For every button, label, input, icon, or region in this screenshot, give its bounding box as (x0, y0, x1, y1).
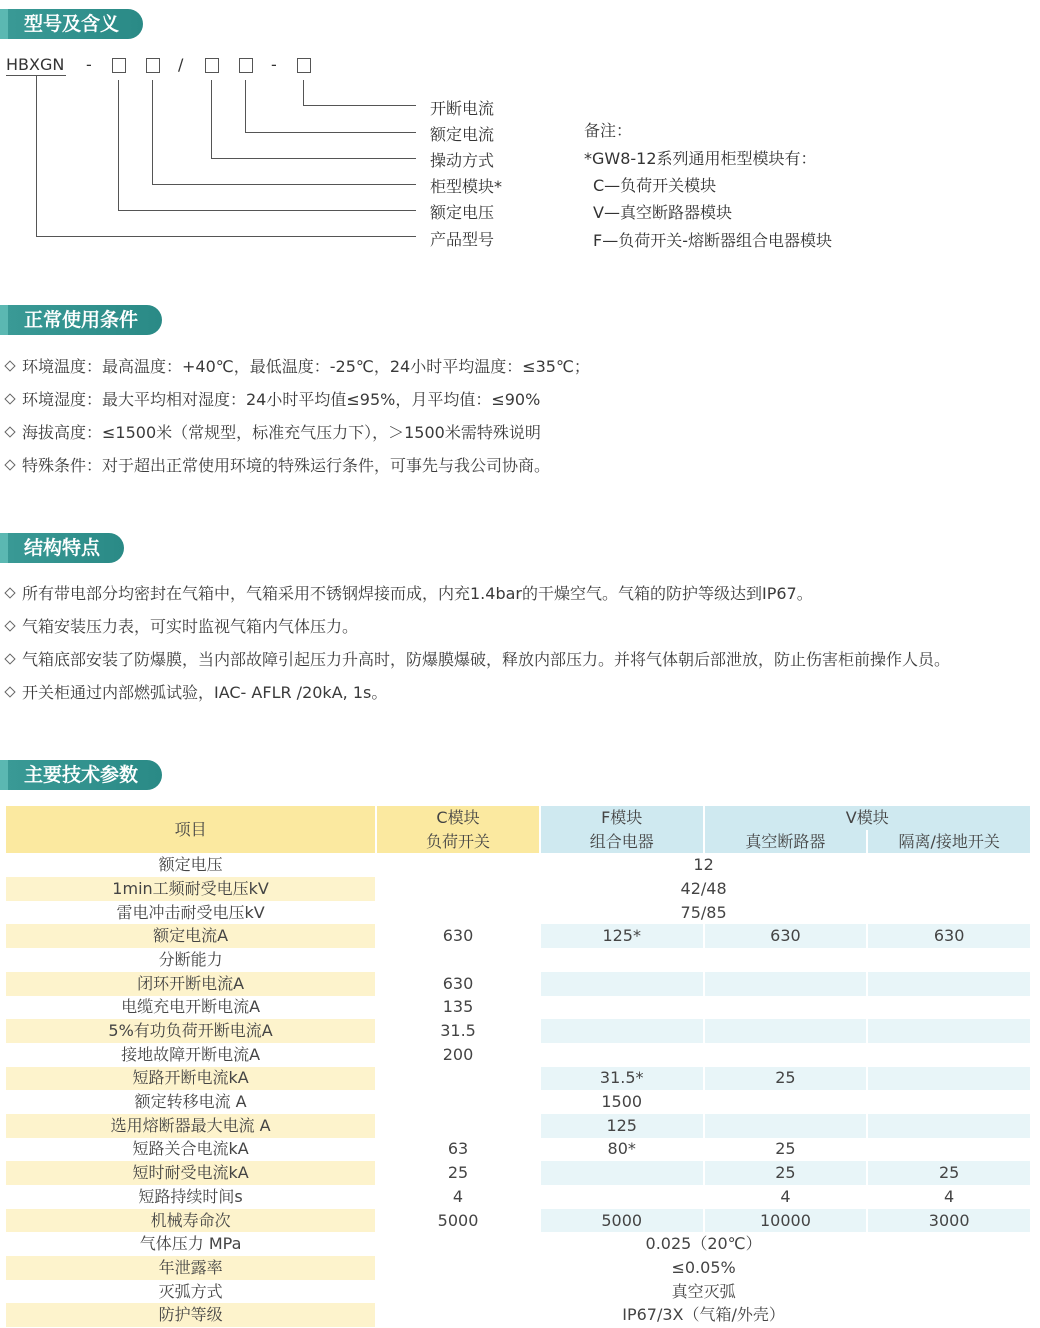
cell-v1 (705, 996, 867, 1020)
row-item-label: 电缆充电开断电流A (6, 996, 375, 1020)
parameter-table (4, 806, 1032, 1327)
header-f-module: F模块 (541, 806, 703, 830)
cell-v1: 25 (705, 1161, 867, 1185)
cell-c (377, 1067, 539, 1091)
cell-v2 (868, 996, 1030, 1020)
section-title-model: 型号及含义 (4, 9, 143, 39)
row-item-label: 5%有功负荷开断电流A (6, 1019, 375, 1043)
table-row (6, 1019, 1030, 1043)
condition-line: 环境湿度：最大平均相对湿度：24小时平均值≤95%，月平均值：≤90% (4, 387, 540, 410)
row-span-value: ≤0.05% (377, 1256, 1030, 1280)
table-row (6, 1185, 1030, 1209)
cell-v2: 25 (868, 1161, 1030, 1185)
diamond-bullet-icon (4, 360, 15, 371)
code-box-5 (297, 58, 311, 73)
structure-line: 开关柜通过内部燃弧试验，IAC- AFLR /20kA, 1s。 (4, 680, 387, 703)
header-c-sub: 负荷开关 (377, 830, 539, 854)
table-row (6, 1161, 1030, 1185)
cell-c (377, 1090, 539, 1114)
cell-v1: 10000 (705, 1209, 867, 1233)
cell-v1 (705, 1114, 867, 1138)
table-row (6, 877, 1030, 901)
cell-c: 135 (377, 996, 539, 1020)
cell-v2 (868, 948, 1030, 972)
row-item-label: 灭弧方式 (6, 1280, 375, 1304)
model-dash: - (271, 55, 277, 74)
code-label-rated-current: 额定电流 (430, 125, 495, 144)
cell-v1: 630 (705, 924, 867, 948)
code-label-breaking-current: 开断电流 (430, 99, 495, 118)
cell-v2: 3000 (868, 1209, 1030, 1233)
cell-c: 200 (377, 1043, 539, 1067)
cell-f (541, 1185, 703, 1209)
row-item-label: 短路关合电流kA (6, 1138, 375, 1162)
table-row (6, 1256, 1030, 1280)
code-box-4 (239, 58, 253, 73)
cell-c (377, 948, 539, 972)
cell-v1 (705, 948, 867, 972)
cell-v2: 630 (868, 924, 1030, 948)
row-span-value: 42/48 (377, 877, 1030, 901)
section-title-conditions: 正常使用条件 (4, 305, 162, 335)
row-item-label: 闭环开断电流A (6, 972, 375, 996)
cell-f: 80* (541, 1138, 703, 1162)
code-box-3 (205, 58, 219, 73)
header-c-module: C模块 (377, 806, 539, 830)
cell-v1: 25 (705, 1067, 867, 1091)
row-item-label: 接地故障开断电流A (6, 1043, 375, 1067)
header-f-sub: 组合电器 (541, 830, 703, 854)
cell-c: 630 (377, 924, 539, 948)
table-row (6, 1232, 1030, 1256)
note-line: V—真空断路器模块 (593, 203, 732, 222)
table-row (6, 1303, 1030, 1327)
cell-c: 5000 (377, 1209, 539, 1233)
diamond-bullet-icon (4, 653, 15, 664)
row-item-label: 分断能力 (6, 948, 375, 972)
diamond-bullet-icon (4, 393, 15, 404)
cell-v2 (868, 1019, 1030, 1043)
section-title-structure: 结构特点 (4, 533, 124, 563)
table-row (6, 853, 1030, 877)
model-dash: - (86, 55, 92, 74)
code-label-cabinet-module: 柜型模块* (430, 177, 503, 196)
cell-f: 31.5* (541, 1067, 703, 1091)
section-title-params: 主要技术参数 (4, 760, 162, 790)
code-label-rated-voltage: 额定电压 (430, 203, 495, 222)
table-row (6, 1067, 1030, 1091)
cell-v2 (868, 1043, 1030, 1067)
table-row (6, 1090, 1030, 1114)
table-row (6, 1114, 1030, 1138)
cell-v1 (705, 1019, 867, 1043)
cell-c: 4 (377, 1185, 539, 1209)
header-v-sub1: 真空断路器 (705, 830, 867, 854)
header-item: 项目 (6, 806, 375, 853)
diamond-bullet-icon (4, 426, 15, 437)
structure-line: 气箱安装压力表，可实时监视气箱内气体压力。 (4, 614, 358, 637)
row-item-label: 机械寿命次 (6, 1209, 375, 1233)
row-item-label: 额定电流A (6, 924, 375, 948)
code-box-2 (146, 58, 160, 73)
row-item-label: 短路开断电流kA (6, 1067, 375, 1091)
condition-line: 特殊条件：对于超出正常使用环境的特殊运行条件，可事先与我公司协商。 (4, 453, 550, 476)
diamond-bullet-icon (4, 620, 15, 631)
cell-c (377, 1114, 539, 1138)
cell-v1: 4 (705, 1185, 867, 1209)
cell-v2 (868, 1114, 1030, 1138)
structure-line: 气箱底部安装了防爆膜，当内部故障引起压力升高时，防爆膜爆破，释放内部压力。并将气体朝后部泄放，防止伤害柜前操作人员。 (4, 647, 950, 670)
cell-f: 125* (541, 924, 703, 948)
cell-f: 125 (541, 1114, 703, 1138)
model-slash: / (178, 55, 184, 74)
code-box-1 (112, 58, 126, 73)
cell-c: 31.5 (377, 1019, 539, 1043)
note-title: 备注： (584, 121, 633, 140)
cell-v2 (868, 972, 1030, 996)
row-span-value: 真空灭弧 (377, 1280, 1030, 1304)
table-row (6, 1209, 1030, 1233)
cell-f (541, 1161, 703, 1185)
diamond-bullet-icon (4, 587, 15, 598)
row-span-value: 12 (377, 853, 1030, 877)
row-item-label: 短路持续时间s (6, 1185, 375, 1209)
diamond-bullet-icon (4, 459, 15, 470)
cell-v2: 4 (868, 1185, 1030, 1209)
cell-c: 63 (377, 1138, 539, 1162)
condition-line: 环境温度：最高温度：+40℃，最低温度：-25℃，24小时平均温度：≤35℃； (4, 354, 590, 377)
header-v-sub2: 隔离/接地开关 (868, 830, 1030, 854)
table-row (6, 924, 1030, 948)
cell-f (541, 1043, 703, 1067)
header-v-module: V模块 (705, 806, 1030, 830)
cell-v2 (868, 1138, 1030, 1162)
cell-v2 (868, 1067, 1030, 1091)
model-prefix: HBXGN (6, 55, 65, 74)
note-line: F—负荷开关-熔断器组合电器模块 (593, 231, 832, 250)
table-row (6, 1043, 1030, 1067)
row-item-label: 雷电冲击耐受电压kV (6, 901, 375, 925)
cell-f (541, 996, 703, 1020)
cell-f: 1500 (541, 1090, 703, 1114)
cell-c: 630 (377, 972, 539, 996)
cell-f (541, 948, 703, 972)
cell-f (541, 972, 703, 996)
row-item-label: 气体压力 MPa (6, 1232, 375, 1256)
cell-v1 (705, 1090, 867, 1114)
cell-v2 (868, 1090, 1030, 1114)
row-span-value: 0.025（20℃） (377, 1232, 1030, 1256)
row-item-label: 年泄露率 (6, 1256, 375, 1280)
cell-v1 (705, 1043, 867, 1067)
cell-v1: 25 (705, 1138, 867, 1162)
row-item-label: 额定转移电流 A (6, 1090, 375, 1114)
table-row (6, 1138, 1030, 1162)
cell-f: 5000 (541, 1209, 703, 1233)
table-row (6, 948, 1030, 972)
row-item-label: 选用熔断器最大电流 A (6, 1114, 375, 1138)
condition-line: 海拔高度：≤1500米（常规型，标准充气压力下），＞1500米需特殊说明 (4, 420, 541, 443)
row-item-label: 短时耐受电流kA (6, 1161, 375, 1185)
note-line: C—负荷开关模块 (593, 176, 717, 195)
row-span-value: IP67/3X（气箱/外壳） (377, 1303, 1030, 1327)
code-label-operation: 操动方式 (430, 151, 495, 170)
structure-line: 所有带电部分均密封在气箱中，气箱采用不锈钢焊接而成，内充1.4bar的干燥空气。气箱的防护等级达到IP67。 (4, 581, 813, 604)
cell-f (541, 1019, 703, 1043)
table-row (6, 996, 1030, 1020)
table-row (6, 1280, 1030, 1304)
row-item-label: 防护等级 (6, 1303, 375, 1327)
table-row (6, 972, 1030, 996)
row-item-label: 1min工频耐受电压kV (6, 877, 375, 901)
cell-v1 (705, 972, 867, 996)
note-line: *GW8-12系列通用柜型模块有： (584, 149, 817, 168)
cell-c: 25 (377, 1161, 539, 1185)
table-row (6, 901, 1030, 925)
diamond-bullet-icon (4, 686, 15, 697)
row-span-value: 75/85 (377, 901, 1030, 925)
row-item-label: 额定电压 (6, 853, 375, 877)
code-label-product-model: 产品型号 (430, 230, 495, 249)
